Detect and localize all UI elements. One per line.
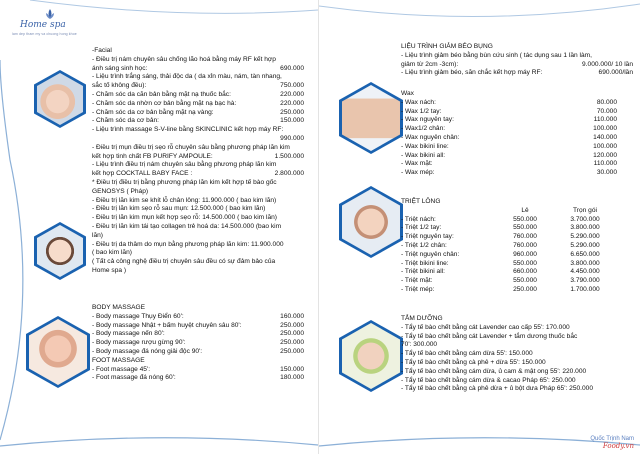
item-price: 250.000	[280, 339, 304, 347]
item-price: 180.000	[280, 374, 304, 382]
slim-title: LIỆU TRÌNH GIẢM BÉO BỤNG	[401, 43, 493, 50]
laser-row	[401, 216, 617, 225]
laser-title: TRIỆT LÔNG	[401, 198, 441, 205]
item-name: - Wax1/2 chân:	[401, 125, 446, 133]
price-line	[92, 339, 304, 348]
watermark-brand: Foody.vn	[602, 442, 634, 450]
item-price: 990.000	[280, 134, 304, 142]
price-line	[401, 116, 617, 125]
item-name: - Điều trị lăn kim mụn kết hợp sẹo rỗ: 14.500.000 ( bao kim lăn)	[92, 214, 278, 222]
wax-title: Wax	[401, 90, 414, 97]
item-name: ( bao kim lăn)	[92, 249, 132, 257]
item-name: * Điều trị điều trị bằng phương pháp lăn kim kết hợp tế bào gốc	[92, 178, 277, 186]
laser-price-goi: 3.790.000	[570, 277, 600, 285]
item-name: - Điều trị mụn điều trị sẹo rỗ chuyên sâu bằng phương pháp lăn kim	[92, 143, 290, 151]
item-name: - Chăm sóc da căn bản bằng mặt nạ thuốc bắc:	[92, 90, 231, 98]
item-price: 2.800.000	[274, 170, 304, 178]
item-price: 220.000	[280, 90, 304, 98]
body-section	[92, 304, 304, 383]
col-le: Lẻ	[521, 206, 529, 214]
price-line	[92, 73, 304, 82]
laser-item: - Triệt bikini line:	[401, 259, 449, 267]
laser-price-le: 550.000	[513, 259, 537, 267]
laser-header	[401, 207, 617, 216]
item-name: - Body massage đá nóng giải độc 90':	[92, 347, 203, 355]
price-line	[92, 214, 304, 223]
laser-row	[401, 224, 617, 233]
price-line	[92, 348, 304, 357]
item-name: - Wax nguyên tay:	[401, 116, 454, 124]
price-line	[401, 69, 633, 78]
item-name: - Điều trị lăn kim sẹo rỗ sau mụn: 12.500.000 ( bao kim lăn)	[92, 205, 266, 213]
item-name: - Liệu trình trắng sáng, thải độc da ( da xỉn màu, nám, tàn nhang,	[92, 73, 282, 81]
laser-item: - Triệt nguyên tay:	[401, 233, 454, 241]
item-price: 250.000	[280, 330, 304, 338]
lotus-icon	[44, 8, 56, 20]
logo-tagline: lam dep tham my va chuong hong khoe	[12, 32, 77, 36]
item-price: 690.000	[280, 64, 304, 72]
laser-price-goi: 4.450.000	[570, 268, 600, 276]
logo-name: Home spa	[20, 20, 66, 30]
laser-row	[401, 242, 617, 251]
price-line	[401, 169, 617, 178]
item-price: 250.000	[280, 347, 304, 355]
bath-line: 70': 300.000	[401, 341, 438, 349]
item-name: - Body massage Nhật + bấm huyệt chuyên sâu 80':	[92, 321, 242, 329]
item-price: 9.000.000/ 10 lần	[582, 60, 633, 68]
price-line	[92, 161, 304, 170]
item-name: Home spa )	[92, 266, 127, 274]
bath-title: TẮM DƯỠNG	[401, 315, 443, 322]
price-line	[92, 188, 304, 197]
item-name: - Wax nguyên chân:	[401, 133, 460, 141]
laser-price-le: 550.000	[513, 277, 537, 285]
item-price: 110.000	[593, 160, 617, 168]
item-name: giảm từ 2cm -3cm):	[401, 60, 459, 68]
item-price: 1.500.000	[274, 152, 304, 160]
price-line	[92, 241, 304, 250]
laser-item: - Triệt mép:	[401, 285, 435, 293]
laser-row	[401, 251, 617, 260]
item-name: - Wax mặt:	[401, 160, 433, 168]
price-line	[92, 170, 304, 179]
item-name: GENOSYS ( Pháp)	[92, 187, 149, 195]
item-name: - Wax nách:	[401, 98, 436, 106]
item-price: 160.000	[280, 312, 304, 320]
price-line	[92, 82, 304, 91]
slim-section	[401, 43, 633, 78]
watermark-name: Quốc Trịnh Nam	[590, 436, 634, 442]
item-name: - Wax bikini all:	[401, 151, 446, 159]
price-line	[92, 232, 304, 241]
item-price: 120.000	[593, 151, 617, 159]
item-name	[92, 135, 280, 144]
price-line	[92, 91, 304, 100]
item-name: - Điều trị lăn kim tái tạo collagen trẻ hoá da: 14.500.000 (bao kim	[92, 222, 282, 230]
laser-price-goi: 3.800.000	[570, 224, 600, 232]
facial-title: -Facial	[92, 47, 112, 54]
price-line	[92, 56, 304, 65]
price-line	[92, 374, 304, 383]
item-price: 140.000	[593, 133, 617, 141]
price-line	[92, 117, 304, 126]
item-name: - Liệu trình giảm béo bằng bùn cứu sinh ( tác dụng sau 1 lần làm,	[401, 51, 592, 59]
item-price: 150.000	[280, 365, 304, 373]
price-line	[401, 134, 617, 143]
bath-line: - Tẩy tế bào chết bằng cám dừa 55': 150.000	[401, 350, 533, 358]
facial-section	[92, 47, 304, 276]
body-title: BODY MASSAGE	[92, 304, 146, 311]
item-name: ánh sáng sinh học:	[92, 64, 148, 72]
item-name: - Chăm sóc da cơ bản bằng mặt nạ vàng:	[92, 108, 214, 116]
item-name: - Wax mép:	[401, 169, 435, 177]
price-line	[92, 330, 304, 339]
logo	[6, 6, 76, 36]
laser-item: - Triệt mặt:	[401, 277, 433, 285]
price-line	[92, 109, 304, 118]
item-name: - Điều trị nám chuyên sâu chống lão hoá bằng máy RF kết hợp	[92, 55, 276, 63]
item-price: 80.000	[596, 98, 617, 106]
item-price: 100.000	[593, 142, 617, 150]
item-name: - Foot massage 45':	[92, 365, 151, 373]
item-name: - Chăm sóc da cơ bản:	[92, 117, 159, 125]
item-name: - Liệu trình giảm béo, săn chắc kết hợp máy RF:	[401, 69, 543, 77]
item-name: sắc tố không đều):	[92, 82, 147, 90]
price-line	[92, 366, 304, 375]
laser-row	[401, 268, 617, 277]
item-name: - Điều trị da thâm do mụn bằng phương pháp lăn kim: 11.900.000	[92, 240, 284, 248]
laser-price-goi: 5.290.000	[570, 241, 600, 249]
item-name: - Body massage nến 80':	[92, 330, 165, 338]
price-line	[92, 135, 304, 144]
item-price: 110.000	[593, 116, 617, 124]
price-line	[92, 267, 304, 276]
laser-price-goi: 3.800.000	[570, 259, 600, 267]
price-line	[401, 143, 617, 152]
price-line	[401, 152, 617, 161]
item-price: 30.000	[596, 169, 617, 177]
col-goi: Trọn gói	[573, 206, 597, 214]
price-line	[92, 179, 304, 188]
laser-row	[401, 233, 617, 242]
bath-line: - Tẩy tế bào chết bằng cà phê dừa + ủ bột dưa Pháp 65': 250.000	[401, 385, 593, 393]
item-name: lăn)	[92, 231, 103, 239]
laser-price-le: 960.000	[513, 250, 537, 258]
bath-line: - Tẩy tế bào chết bằng cám dừa, ủ cam & mật ong 55': 220.000	[401, 367, 587, 375]
bath-line: - Tẩy tế bào chết bằng cát Lavender cao cấp 55': 170.000	[401, 323, 570, 331]
laser-row	[401, 260, 617, 269]
price-line	[92, 100, 304, 109]
item-name: - Chăm sóc da nhờn cơ bản bằng mặt nạ bạc hà:	[92, 99, 237, 107]
item-name: - Foot massage đá nóng 60':	[92, 374, 176, 382]
laser-price-le: 550.000	[513, 224, 537, 232]
item-price: 220.000	[280, 99, 304, 107]
item-name: - Body massage Thụy Điển 60':	[92, 312, 184, 320]
laser-row	[401, 286, 617, 295]
laser-price-le: 250.000	[513, 285, 537, 293]
item-name: kết hợp COCKTALL BABY FACE :	[92, 170, 193, 178]
bath-line: - Tẩy tế bào chết bằng cà phê + dừa 55': 150.000	[401, 358, 546, 366]
laser-price-goi: 3.700.000	[570, 215, 600, 223]
item-price: 690.000/lần	[598, 69, 633, 77]
item-name: - Điều trị lăn kim se khít lỗ chân lông: 11.900.000 ( bao kim lăn)	[92, 196, 277, 204]
laser-price-goi: 5.290.000	[570, 233, 600, 241]
price-line	[92, 126, 304, 135]
item-name: - Wax bikini line:	[401, 142, 449, 150]
item-price: 100.000	[593, 125, 617, 133]
laser-item: - Triệt nách:	[401, 215, 436, 223]
laser-price-goi: 6.650.000	[570, 250, 600, 258]
price-line	[401, 160, 617, 169]
laser-section	[401, 198, 617, 295]
item-price: 750.000	[280, 82, 304, 90]
watermark	[590, 436, 634, 450]
item-name: - Liệu trình điều trị nám chuyên sâu bằng phương pháp lăn kim	[92, 161, 277, 169]
item-price: 150.000	[280, 117, 304, 125]
price-line	[401, 52, 633, 61]
price-line	[92, 313, 304, 322]
item-price: 250.000	[280, 321, 304, 329]
price-line	[92, 223, 304, 232]
item-price: 70.000	[596, 107, 617, 115]
item-name: ( Tất cả công nghệ điều trị chuyên sâu đều có sự đảm bảo của	[92, 258, 276, 266]
right-page	[319, 0, 640, 454]
bath-line: - Tẩy tế bào chết bằng cát Lavender + tắm dương thuốc bắc	[401, 332, 578, 340]
laser-price-le: 760.000	[513, 241, 537, 249]
item-name: kết hợp tinh chất FB PURIFY AMPOULE:	[92, 152, 213, 160]
price-line	[92, 258, 304, 267]
item-name: - Liệu trình massage S-V-line bằng SKINCLINIC kết hợp máy RF:	[92, 126, 284, 134]
laser-price-le: 660.000	[513, 268, 537, 276]
laser-price-le: 550.000	[513, 215, 537, 223]
item-name: - Wax 1/2 tay:	[401, 107, 442, 115]
laser-price-goi: 1.700.000	[570, 285, 600, 293]
laser-item: - Triệt nguyên chân:	[401, 250, 460, 258]
price-line	[401, 99, 617, 108]
price-line	[92, 144, 304, 153]
item-name: - Body massage rượu gừng 90':	[92, 339, 186, 347]
bath-line: - Tẩy tế bào chết bằng cám dừa & cacao Pháp 65': 250.000	[401, 376, 576, 384]
laser-row	[401, 277, 617, 286]
wax-section	[401, 90, 617, 178]
item-price: 250.000	[280, 108, 304, 116]
laser-item: - Triệt 1/2 tay:	[401, 224, 442, 232]
price-line	[92, 205, 304, 214]
laser-price-le: 760.000	[513, 233, 537, 241]
laser-item: - Triệt 1/2 chân:	[401, 241, 447, 249]
price-line	[401, 125, 617, 134]
left-page	[0, 0, 319, 454]
foot-title: FOOT MASSAGE	[92, 356, 145, 364]
price-line	[92, 249, 304, 258]
bath-section	[401, 315, 635, 394]
price-line	[401, 108, 617, 117]
laser-item: - Triệt bikini all:	[401, 268, 445, 276]
